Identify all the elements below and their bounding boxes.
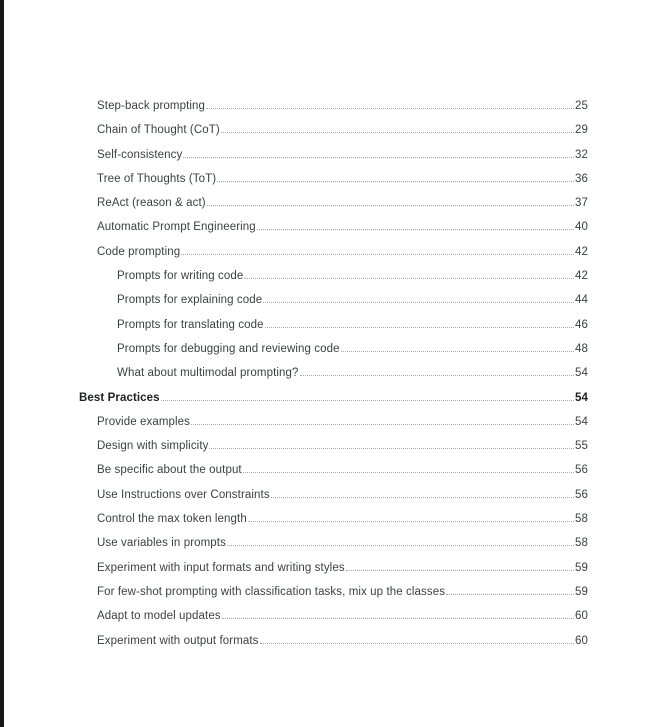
- toc-entry[interactable]: [79, 118, 588, 142]
- toc-entry-label: Be specific about the output: [97, 464, 242, 477]
- toc-entry[interactable]: [79, 531, 588, 555]
- toc-entry-label: Prompts for writing code: [117, 270, 244, 283]
- toc-entry[interactable]: [79, 458, 588, 482]
- toc-entry-page-number: 58: [575, 513, 588, 526]
- toc-entry-page-number: 25: [575, 100, 588, 112]
- toc-entry-label: For few-shot prompting with classification tasks, mix up the classes: [97, 585, 446, 598]
- toc-entry-page-number: 54: [575, 415, 588, 428]
- toc-entry-page-number: 60: [575, 634, 588, 647]
- toc-entry-page-number: 56: [575, 488, 588, 501]
- toc-entry-page-number: 59: [575, 585, 588, 598]
- toc-entry-label: Design with simplicity: [97, 440, 209, 453]
- toc-leader-dots: [271, 496, 574, 498]
- toc-entry-page-number: 58: [575, 537, 588, 550]
- toc-leader-dots: [191, 423, 574, 425]
- toc-entry[interactable]: [79, 94, 588, 118]
- toc-entry[interactable]: [79, 507, 588, 531]
- toc-entry-page-number: 32: [575, 148, 588, 161]
- toc-entry-page-number: 40: [575, 221, 588, 234]
- toc-entry-label: Code prompting: [97, 245, 181, 258]
- toc-leader-dots: [248, 520, 574, 522]
- toc-leader-dots: [207, 204, 574, 206]
- toc-entry-page-number: 60: [575, 610, 588, 623]
- toc-entry[interactable]: [79, 288, 588, 312]
- toc-entry-page-number: 42: [575, 245, 588, 258]
- toc-entry[interactable]: [79, 361, 588, 385]
- toc-entry-label: ReAct (reason & act): [97, 197, 206, 210]
- toc-entry-label: Prompts for translating code: [117, 318, 264, 331]
- toc-entry-label: Chain of Thought (CoT): [97, 124, 220, 137]
- toc-entry[interactable]: [79, 434, 588, 458]
- toc-leader-dots: [206, 107, 574, 109]
- toc-leader-dots: [341, 350, 574, 352]
- toc-entry[interactable]: [79, 556, 588, 580]
- toc-leader-dots: [217, 180, 574, 182]
- toc-entry[interactable]: [79, 191, 588, 215]
- toc-entry[interactable]: [79, 264, 588, 288]
- toc-entry-page-number: 55: [575, 440, 588, 453]
- toc-entry-label: Use variables in prompts: [97, 537, 226, 550]
- toc-leader-dots: [260, 642, 574, 644]
- toc-entry-label: What about multimodal prompting?: [117, 367, 299, 380]
- toc-entry-label: Experiment with input formats and writing styles: [97, 561, 345, 574]
- toc-entry-page-number: 37: [575, 197, 588, 210]
- toc-entry-label: Automatic Prompt Engineering: [97, 221, 256, 234]
- toc-entry-label: Prompts for debugging and reviewing code: [117, 342, 340, 355]
- toc-leader-dots: [209, 447, 574, 449]
- toc-entry-page-number: 46: [575, 318, 588, 331]
- toc-leader-dots: [227, 544, 574, 546]
- toc-entry-page-number: 36: [575, 172, 588, 185]
- toc-entry-label: Best Practices: [79, 391, 160, 404]
- toc-entry-label: Provide examples: [97, 415, 191, 428]
- toc-entry-label: Tree of Thoughts (ToT): [97, 172, 217, 185]
- toc-entry-label: Self-consistency: [97, 148, 183, 161]
- toc-entry-label: Use Instructions over Constraints: [97, 488, 270, 501]
- toc-entry-label: Prompts for explaining code: [117, 294, 263, 307]
- toc-leader-dots: [300, 374, 574, 376]
- table-of-contents: [79, 94, 588, 653]
- toc-entry-page-number: 59: [575, 561, 588, 574]
- toc-leader-dots: [243, 471, 574, 473]
- toc-entry-label: Adapt to model updates: [97, 610, 221, 623]
- toc-entry[interactable]: [79, 580, 588, 604]
- toc-leader-dots: [257, 228, 574, 230]
- toc-entry-page-number: 48: [575, 342, 588, 355]
- toc-entry[interactable]: [79, 337, 588, 361]
- toc-entry[interactable]: [79, 629, 588, 653]
- toc-entry-page-number: 56: [575, 464, 588, 477]
- toc-entry[interactable]: [79, 604, 588, 628]
- toc-entry[interactable]: [79, 143, 588, 167]
- toc-entry[interactable]: [79, 240, 588, 264]
- toc-entry-label: Experiment with output formats: [97, 634, 259, 647]
- toc-leader-dots: [161, 399, 574, 401]
- toc-leader-dots: [222, 617, 574, 619]
- toc-entry-page-number: 54: [575, 367, 588, 380]
- toc-leader-dots: [346, 569, 574, 571]
- left-edge-bar: [0, 0, 4, 727]
- toc-leader-dots: [446, 593, 574, 595]
- toc-entry[interactable]: [79, 215, 588, 239]
- toc-leader-dots: [183, 156, 574, 158]
- toc-leader-dots: [263, 301, 574, 303]
- toc-leader-dots: [221, 131, 574, 133]
- toc-leader-dots: [265, 326, 574, 328]
- toc-entry-page-number: 29: [575, 124, 588, 137]
- toc-entry[interactable]: [79, 483, 588, 507]
- toc-entry[interactable]: [79, 410, 588, 434]
- toc-entry[interactable]: [79, 386, 588, 410]
- toc-entry-page-number: 44: [575, 294, 588, 307]
- toc-entry-page-number: 42: [575, 270, 588, 283]
- toc-entry-label: Control the max token length: [97, 513, 247, 526]
- toc-entry[interactable]: [79, 167, 588, 191]
- toc-entry-page-number: 54: [575, 391, 588, 404]
- toc-entry-label: Step-back prompting: [97, 100, 206, 112]
- toc-leader-dots: [181, 253, 574, 255]
- toc-leader-dots: [244, 277, 574, 279]
- toc-entry[interactable]: [79, 313, 588, 337]
